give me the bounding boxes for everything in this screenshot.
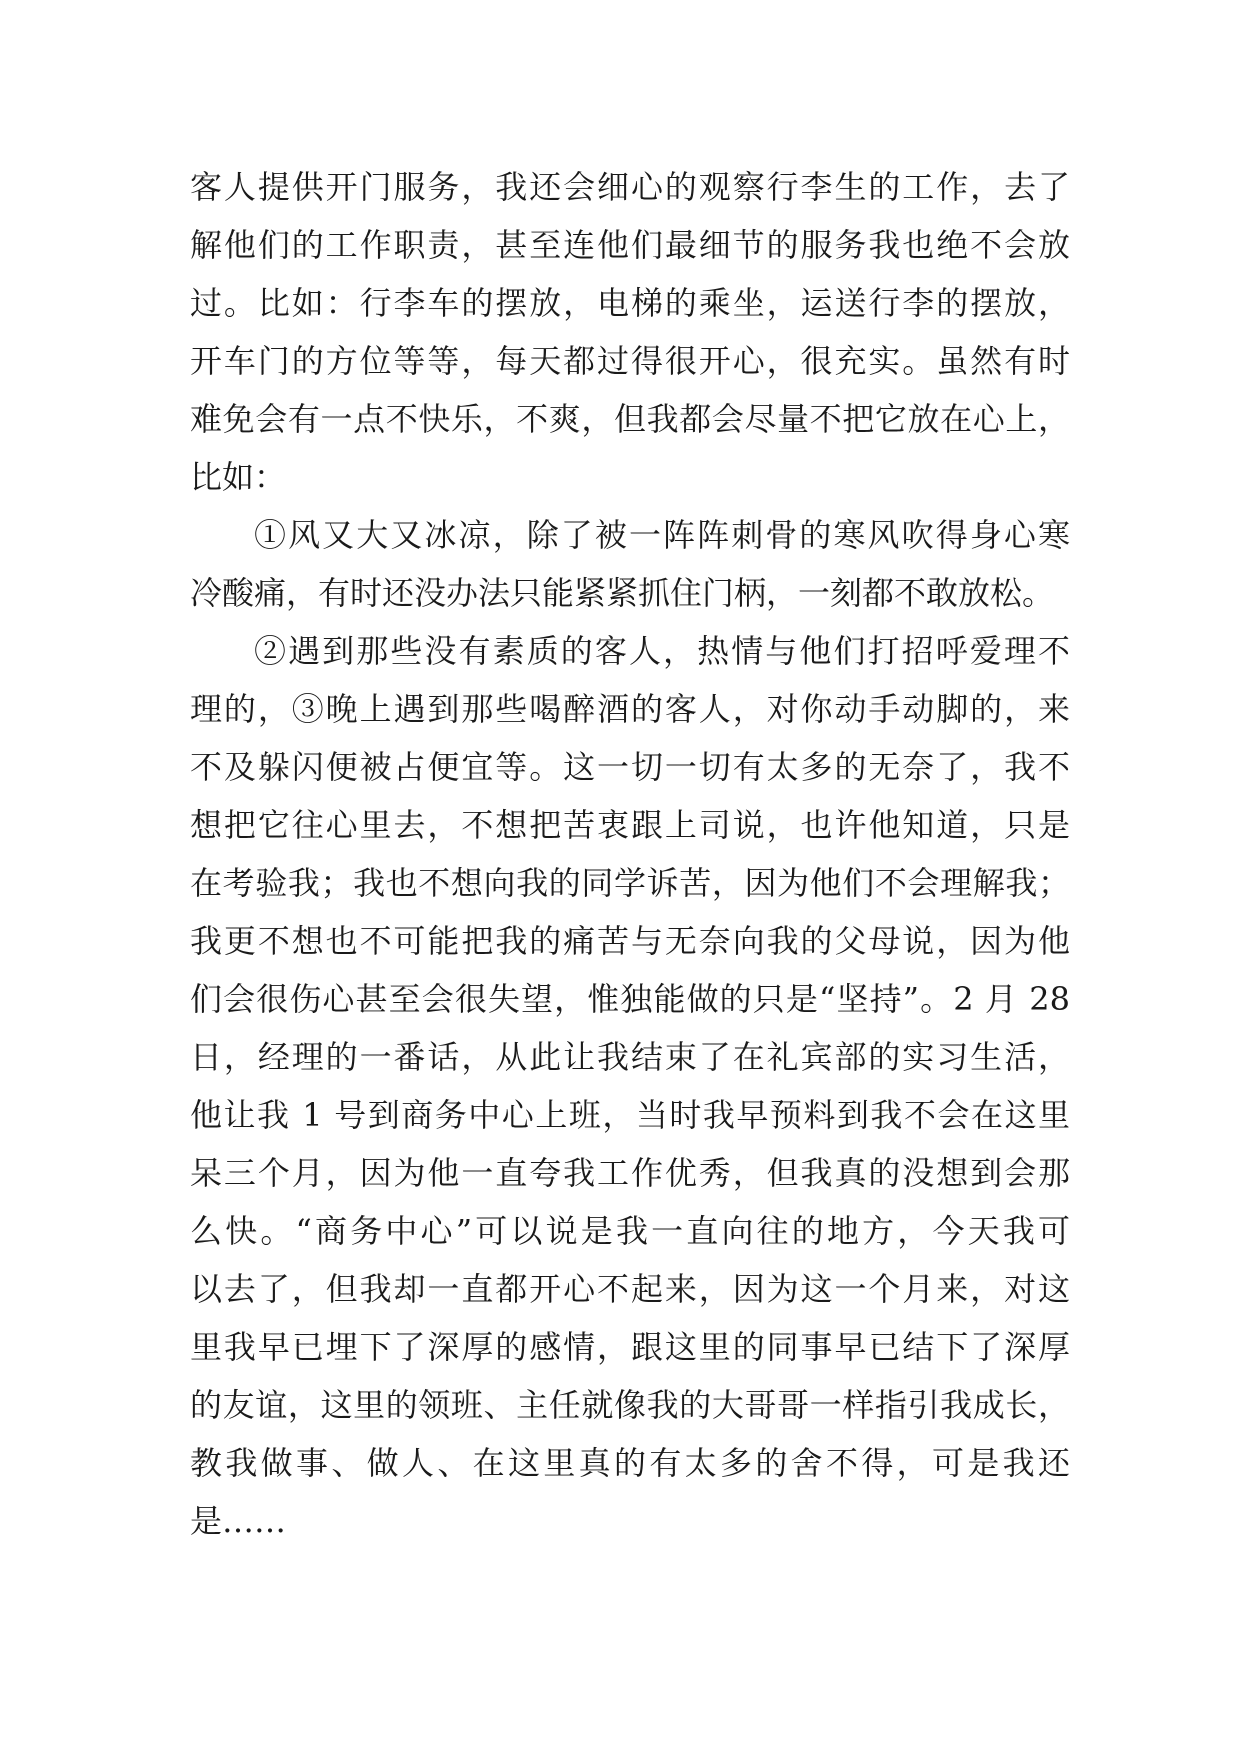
text-line: 客人提供开门服务，我还会细心的观察行李生的工作，去了 <box>190 168 1070 206</box>
text-line: 日，经理的一番话，从此让我结束了在礼宾部的实习生活， <box>190 1038 1070 1076</box>
text-line: 的友谊，这里的领班、主任就像我的大哥哥一样指引我成长， <box>190 1386 1070 1424</box>
text-line: 想把它往心里去，不想把苦衷跟上司说，也许他知道，只是 <box>190 806 1070 844</box>
text-line: ②遇到那些没有素质的客人，热情与他们打招呼爱理不 <box>254 632 1070 670</box>
text-line: 们会很伤心甚至会很失望，惟独能做的只是“坚持”。2 月 28 <box>190 980 1070 1018</box>
text-line: 教我做事、做人、在这里真的有太多的舍不得，可是我还 <box>190 1444 1070 1482</box>
text-line: 不及躲闪便被占便宜等。这一切一切有太多的无奈了，我不 <box>190 748 1070 786</box>
body-text <box>190 158 1070 1550</box>
text-line: 在考验我；我也不想向我的同学诉苦，因为他们不会理解我； <box>190 864 1070 902</box>
text-line: 解他们的工作职责，甚至连他们最细节的服务我也绝不会放 <box>190 226 1070 264</box>
text-line: 么快。“商务中心”可以说是我一直向往的地方，今天我可 <box>190 1212 1070 1250</box>
text-line: 冷酸痛，有时还没办法只能紧紧抓住门柄，一刻都不敢放松。 <box>190 574 1055 612</box>
text-line: ①风又大又冰凉，除了被一阵阵刺骨的寒风吹得身心寒 <box>254 516 1070 554</box>
text-line: 里我早已埋下了深厚的感情，跟这里的同事早已结下了深厚 <box>190 1328 1070 1366</box>
text-line: 是…… <box>190 1502 287 1540</box>
text-line: 开车门的方位等等，每天都过得很开心，很充实。虽然有时 <box>190 342 1070 380</box>
text-line: 他让我 1 号到商务中心上班，当时我早预料到我不会在这里 <box>190 1096 1070 1134</box>
text-line: 理的，③晚上遇到那些喝醉酒的客人，对你动手动脚的，来 <box>190 690 1070 728</box>
text-line: 比如： <box>190 458 287 496</box>
text-line: 我更不想也不可能把我的痛苦与无奈向我的父母说，因为他 <box>190 922 1070 960</box>
text-line: 难免会有一点不快乐，不爽，但我都会尽量不把它放在心上， <box>190 400 1070 438</box>
text-line: 呆三个月，因为他一直夸我工作优秀，但我真的没想到会那 <box>190 1154 1070 1192</box>
text-line: 以去了，但我却一直都开心不起来，因为这一个月来，对这 <box>190 1270 1070 1308</box>
text-line: 过。比如：行李车的摆放，电梯的乘坐，运送行李的摆放， <box>190 284 1070 322</box>
